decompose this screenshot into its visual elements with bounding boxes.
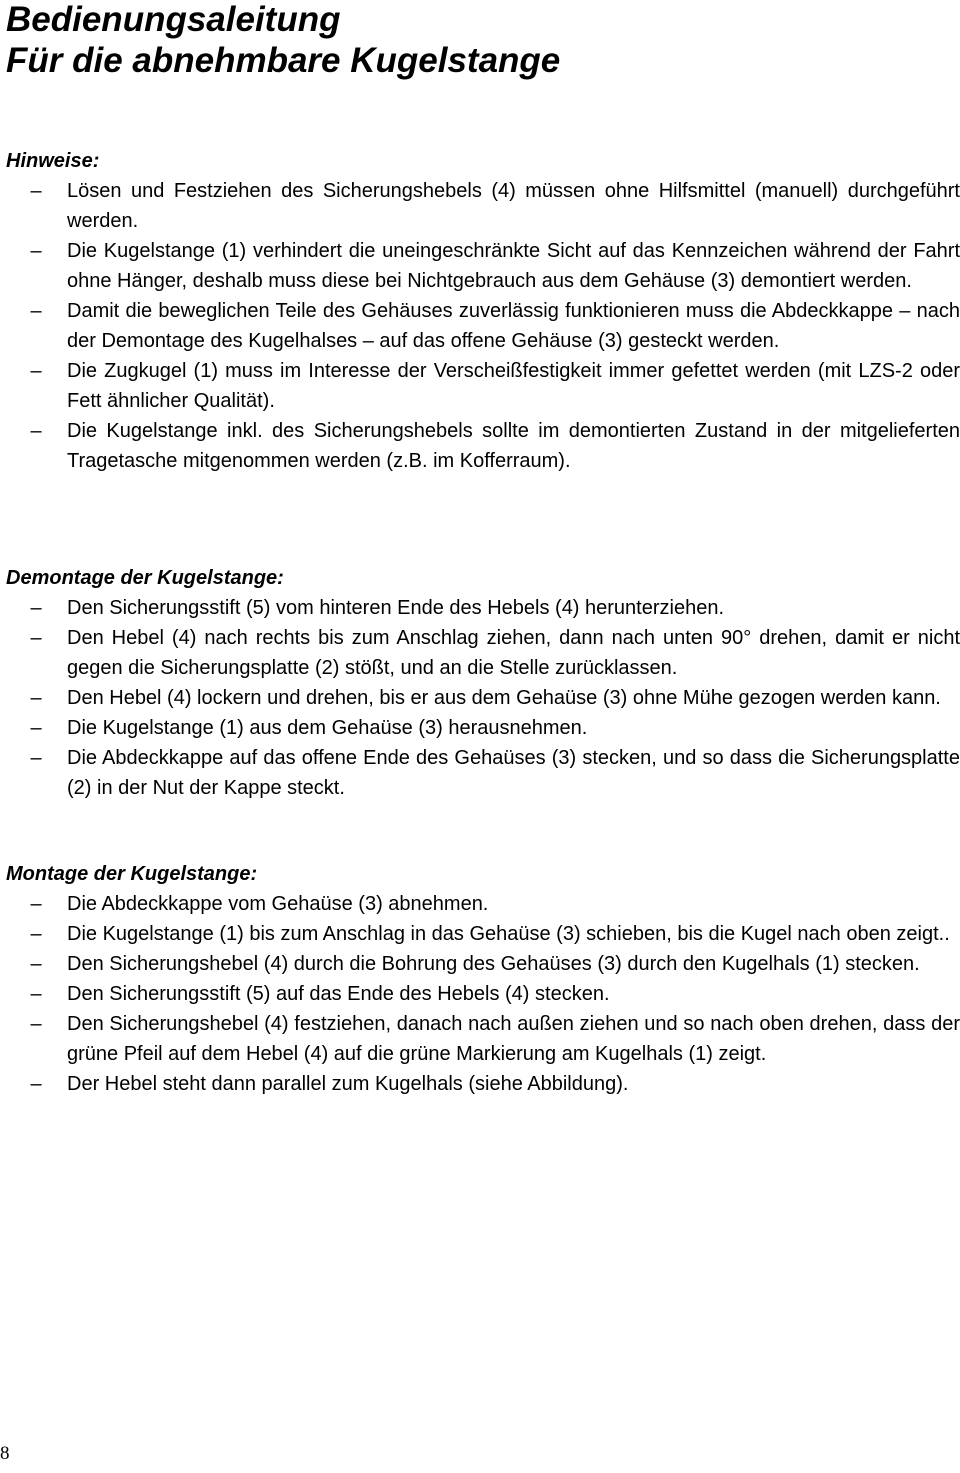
list-item	[6, 356, 960, 416]
bullet-list	[6, 889, 960, 1099]
dash-bullet-icon: –	[30, 893, 42, 915]
dash-bullet-icon: –	[30, 597, 42, 619]
dash-bullet-icon: –	[30, 983, 42, 1005]
list-item-text: Die Kugelstange (1) verhindert die uneingeschränkte Sicht auf das Kennzeichen während der Fahrt ohne Hänger, deshalb muss diese bei Nichtgebrauch aus dem Gehäuse (3) demontiert werden.	[67, 240, 960, 292]
list-item-text: Der Hebel steht dann parallel zum Kugelhals (siehe Abbildung).	[67, 1073, 629, 1095]
list-item-text: Den Sicherungsstift (5) vom hinteren Ende des Hebels (4) herunterziehen.	[67, 597, 725, 619]
section-heading: Montage der Kugelstange:	[6, 863, 258, 885]
dash-bullet-icon: –	[30, 747, 42, 769]
list-item-text: Die Abdeckkappe vom Gehaüse (3) abnehmen.	[67, 893, 489, 915]
document-page	[6, 0, 960, 1095]
list-item	[6, 949, 960, 979]
list-item	[6, 743, 960, 803]
list-item	[6, 416, 960, 476]
list-item-text: Den Sicherungshebel (4) durch die Bohrung des Gehaüses (3) durch den Kugelhals (1) stecken.	[67, 953, 920, 975]
section-heading: Demontage der Kugelstange:	[6, 567, 284, 589]
list-item	[6, 1069, 960, 1099]
list-item	[6, 889, 960, 919]
list-item	[6, 593, 960, 623]
dash-bullet-icon: –	[30, 1013, 42, 1035]
dash-bullet-icon: –	[30, 240, 42, 262]
list-item-text: Den Sicherungshebel (4) festziehen, danach nach außen ziehen und so nach oben drehen, dass der grüne Pfeil auf dem Hebel (4) auf die grüne Markierung am Kugelhals (1) zeigt.	[67, 1013, 960, 1065]
dash-bullet-icon: –	[30, 687, 42, 709]
document-title: Bedienungsaleitung	[6, 0, 341, 39]
dash-bullet-icon: –	[30, 180, 42, 202]
list-item	[6, 919, 960, 949]
page-number: 8	[0, 1443, 10, 1464]
list-item-text: Die Abdeckkappe auf das offene Ende des Gehaüses (3) stecken, und so dass die Sicherungsplatte (2) in der Nut der Kappe steckt.	[67, 747, 960, 799]
list-item-text: Die Zugkugel (1) muss im Interesse der Verscheißfestigkeit immer gefettet werden (mit LZS-2 oder Fett ähnlicher Qualität).	[67, 360, 960, 412]
document-subtitle: Für die abnehmbare Kugelstange	[6, 41, 561, 80]
list-item	[6, 236, 960, 296]
list-item-text: Die Kugelstange inkl. des Sicherungshebels sollte im demontierten Zustand in der mitgelieferten Tragetasche mitgenommen werden (z.B. im Kofferraum).	[67, 420, 960, 472]
list-item-text: Den Sicherungsstift (5) auf das Ende des Hebels (4) stecken.	[67, 983, 610, 1005]
list-item	[6, 683, 960, 713]
list-item	[6, 176, 960, 236]
list-item-text: Damit die beweglichen Teile des Gehäuses zuverlässig funktionieren muss die Abdeckkappe – nach der Demontage des Kugelhalses – auf das offene Gehäuse (3) gesteckt werden.	[67, 300, 960, 352]
section-demontage	[6, 563, 960, 803]
dash-bullet-icon: –	[30, 923, 42, 945]
dash-bullet-icon: –	[30, 953, 42, 975]
bullet-list	[6, 593, 960, 803]
dash-bullet-icon: –	[30, 1073, 42, 1095]
dash-bullet-icon: –	[30, 300, 42, 322]
dash-bullet-icon: –	[30, 420, 42, 442]
section-heading: Hinweise:	[6, 150, 100, 172]
dash-bullet-icon: –	[30, 717, 42, 739]
list-item	[6, 623, 960, 683]
list-item-text: Den Hebel (4) nach rechts bis zum Anschlag ziehen, dann nach unten 90° drehen, damit er nicht gegen die Sicherungsplatte (2) stößt, und an die Stelle zurücklassen.	[67, 627, 960, 679]
list-item	[6, 1009, 960, 1069]
bullet-list	[6, 176, 960, 476]
dash-bullet-icon: –	[30, 627, 42, 649]
section-hinweise	[6, 146, 960, 476]
list-item-text: Lösen und Festziehen des Sicherungshebels (4) müssen ohne Hilfsmittel (manuell) durchgeführt werden.	[67, 180, 960, 232]
list-item	[6, 296, 960, 356]
dash-bullet-icon: –	[30, 360, 42, 382]
list-item-text: Die Kugelstange (1) bis zum Anschlag in das Gehaüse (3) schieben, bis die Kugel nach oben zeigt..	[67, 923, 950, 945]
list-item	[6, 713, 960, 743]
list-item-text: Den Hebel (4) lockern und drehen, bis er aus dem Gehaüse (3) ohne Mühe gezogen werden kann.	[67, 687, 941, 709]
section-montage	[6, 859, 960, 1099]
list-item	[6, 979, 960, 1009]
list-item-text: Die Kugelstange (1) aus dem Gehaüse (3) herausnehmen.	[67, 717, 588, 739]
